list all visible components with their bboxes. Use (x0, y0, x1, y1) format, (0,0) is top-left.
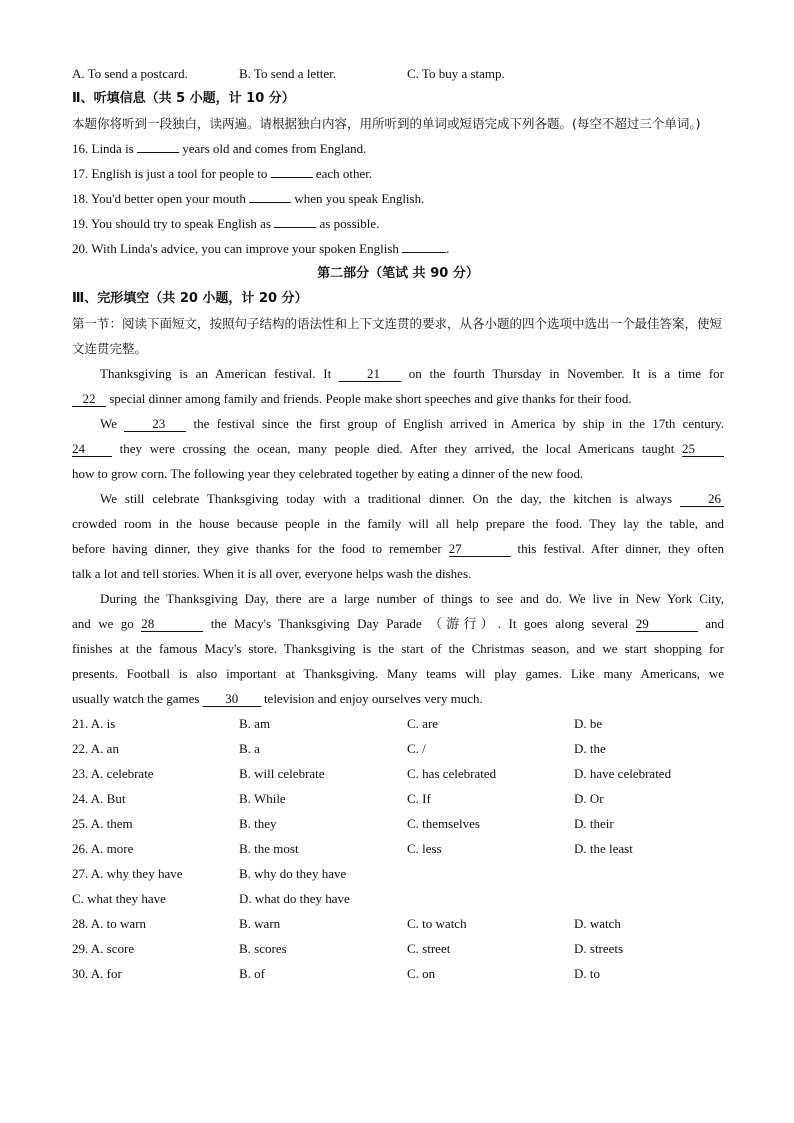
option-choice[interactable]: B. a (239, 741, 260, 756)
option-row (72, 936, 724, 961)
option-choice[interactable]: C. has celebrated (407, 766, 497, 781)
option-choice[interactable]: B. While (239, 791, 286, 806)
option-choice[interactable]: D. Or (574, 791, 604, 806)
passage-line: We 23 the festival since the first group of English arrived in America by ship in the 17th century. (100, 416, 725, 431)
option-choice[interactable]: C. on (407, 966, 436, 981)
option-choice[interactable] (574, 861, 724, 886)
option-choice[interactable]: B. warn (239, 916, 281, 931)
blank-29: 29 (636, 616, 698, 632)
passage-line: Thanksgiving is an American festival. It 21 on the fourth Thursday in November. It is a time for (100, 366, 724, 381)
blank-27: 27 (449, 541, 511, 557)
option-row (72, 911, 724, 936)
option-choice[interactable]: 27. A. why they have (72, 866, 183, 881)
item-18: 18. You'd better open your mouth when you speak English. (72, 186, 724, 211)
item-16: 16. Linda is years old and comes from England. (72, 136, 724, 161)
section2-heading: Ⅱ、听填信息（共 5 小题，计 10 分） (72, 91, 295, 106)
option-choice[interactable]: D. the (574, 741, 606, 756)
passage-line: 22 special dinner among family and friends. People make short speeches and give thanks for their food. (72, 386, 724, 411)
option-row (72, 711, 724, 736)
option-choice[interactable]: 28. A. to warn (72, 916, 147, 931)
passage-line: We still celebrate Thanksgiving today with a traditional dinner. On the day, the kitchen is always 26 (72, 486, 724, 511)
passage-line: usually watch the games 30 television and enjoy ourselves very much. (72, 691, 483, 706)
option-choice[interactable]: C. If (407, 791, 431, 806)
option-choice[interactable]: B. scores (239, 941, 287, 956)
passage-line: 24 they were crossing the ocean, many people died. After they arrived, the local Americans taught 25 (72, 436, 724, 461)
option-choice[interactable]: B. of (239, 966, 265, 981)
option-choice[interactable]: B. am (239, 716, 271, 731)
section3-heading: Ⅲ、完形填空（共 20 小题，计 20 分） (72, 291, 308, 306)
q15-options (72, 61, 724, 86)
option-choice[interactable]: D. the least (574, 841, 633, 856)
passage-line: before having dinner, they give thanks for the food to remember 27 this festival. After dinner, they often (72, 541, 724, 556)
option-choice[interactable]: D. watch (574, 916, 621, 931)
option-row (72, 811, 724, 836)
passage-line: how to grow corn. The following year they celebrated together by eating a dinner of the new food. (72, 466, 584, 481)
option-choice[interactable] (574, 886, 724, 911)
option-choice[interactable]: D. their (574, 816, 614, 831)
blank-24: 24 (72, 441, 112, 457)
item-19: 19. You should try to speak English as as possible. (72, 211, 724, 236)
option-choice[interactable]: D. streets (574, 941, 624, 956)
option-row (72, 886, 724, 911)
section2-instruction: 本题你将听到一段独白，读两遍。请根据独白内容，用所听到的单词或短语完成下列各题。(每空不超过三个单词。) (72, 116, 701, 131)
option-row (72, 861, 724, 886)
option-choice[interactable]: C. street (407, 941, 451, 956)
answer-blank[interactable] (402, 237, 446, 253)
passage-line: presents. Football is also important at Thanksgiving. Many teams will play games. Like many Americans, we (72, 666, 724, 681)
option-row (72, 761, 724, 786)
passage-line: finishes at the famous Macy's store. Thanksgiving is the start of the Christmas season, and we start shopping for (72, 641, 724, 656)
option-choice[interactable]: 26. A. more (72, 841, 134, 856)
blank-28: 28 (141, 616, 203, 632)
option-choice[interactable]: B. why do they have (239, 866, 347, 881)
option-c: C. To buy a stamp. (407, 66, 505, 81)
option-choice[interactable]: C. less (407, 841, 442, 856)
option-b: B. To send a letter. (239, 66, 337, 81)
option-choice[interactable] (407, 861, 574, 886)
option-row (72, 836, 724, 861)
section3-instruction: 第一节：阅读下面短文，按照句子结构的语法性和上下文连贯的要求，从各小题的四个选项中选出一个最佳答案，使短文连贯完整。 (72, 316, 723, 356)
option-choice[interactable]: B. will celebrate (239, 766, 325, 781)
option-choice[interactable] (407, 886, 574, 911)
option-choice[interactable]: C. themselves (407, 816, 480, 831)
answer-blank[interactable] (271, 162, 313, 178)
option-choice[interactable]: 22. A. an (72, 741, 119, 756)
option-choice[interactable]: 30. A. for (72, 966, 122, 981)
option-row (72, 961, 724, 986)
option-row (72, 736, 724, 761)
options-list (72, 711, 724, 986)
option-choice[interactable]: D. to (574, 966, 600, 981)
option-choice[interactable]: D. what do they have (239, 891, 350, 906)
option-choice[interactable]: 24. A. But (72, 791, 126, 806)
passage-line: During the Thanksgiving Day, there are a large number of things to see and do. We live in New York City, (100, 591, 724, 606)
part2-title: 第二部分（笔试 共 90 分） (317, 266, 479, 281)
blank-23: 23 (124, 416, 186, 432)
option-choice[interactable]: B. they (239, 816, 277, 831)
option-choice[interactable]: B. the most (239, 841, 299, 856)
item-20: 20. With Linda's advice, you can improve your spoken English . (72, 236, 724, 261)
option-a: A. To send a postcard. (72, 66, 188, 81)
blank-21: 21 (339, 366, 401, 382)
exam-page (72, 61, 724, 986)
option-choice[interactable]: 23. A. celebrate (72, 766, 154, 781)
blank-22: 22 (72, 391, 106, 407)
option-choice[interactable]: 25. A. them (72, 816, 133, 831)
blank-26: 26 (680, 491, 724, 507)
option-choice[interactable]: C. to watch (407, 916, 467, 931)
option-choice[interactable]: 21. A. is (72, 716, 116, 731)
answer-blank[interactable] (249, 187, 291, 203)
answer-blank[interactable] (274, 212, 316, 228)
blank-30: 30 (203, 691, 261, 707)
passage-line: and we go 28 the Macy's Thanksgiving Day Parade （游行）. It goes along several 29 and (72, 616, 724, 631)
option-choice[interactable]: C. / (407, 741, 426, 756)
option-choice[interactable]: C. are (407, 716, 439, 731)
blank-25: 25 (682, 441, 724, 457)
option-choice[interactable]: D. have celebrated (574, 766, 672, 781)
option-choice[interactable]: D. be (574, 716, 603, 731)
passage-line: crowded room in the house because people in the family will all help prepare the food. They lay the table, and (72, 516, 724, 531)
option-choice[interactable]: C. what they have (72, 891, 166, 906)
answer-blank[interactable] (137, 137, 179, 153)
option-choice[interactable]: 29. A. score (72, 941, 135, 956)
option-row (72, 786, 724, 811)
item-17: 17. English is just a tool for people to each other. (72, 161, 724, 186)
passage-line: talk a lot and tell stories. When it is all over, everyone helps wash the dishes. (72, 566, 472, 581)
